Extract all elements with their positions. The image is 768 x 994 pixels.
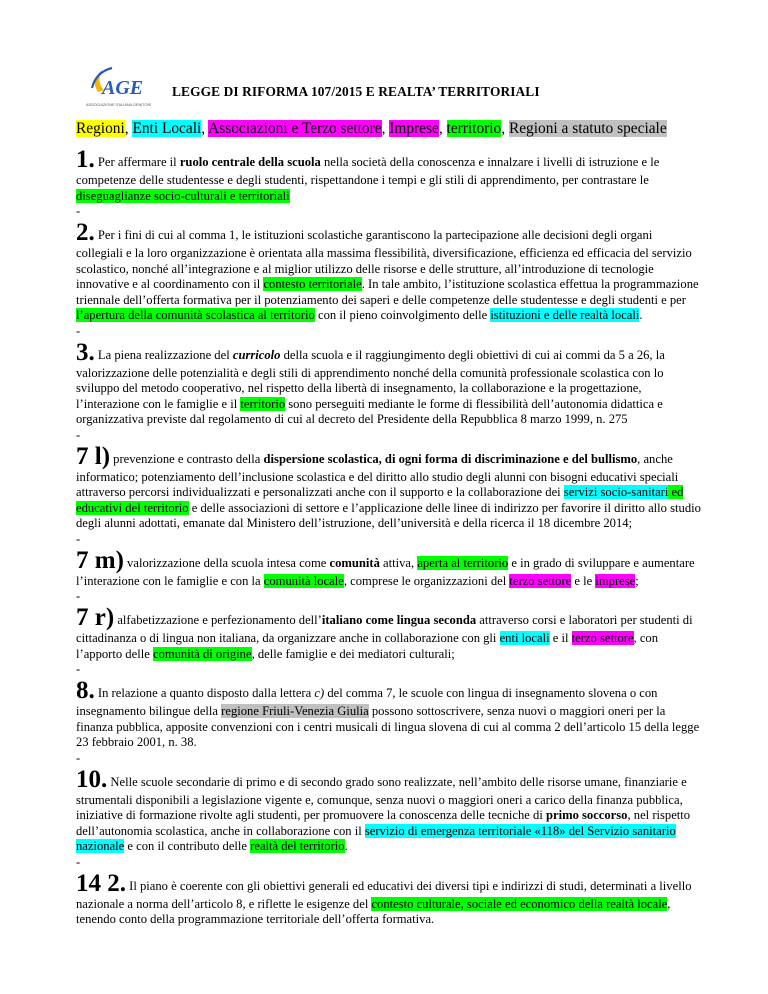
section-number: 2. — [76, 219, 95, 246]
highlight-territorio: realtà del territorio — [250, 839, 345, 853]
separator-dash: - — [76, 589, 81, 603]
separator-dash: - — [76, 427, 81, 442]
highlight-territorio: contesto culturale, sociale ed economico della realtà locale — [371, 896, 668, 911]
separator-dash: - — [76, 854, 81, 869]
section-10: 10. Nelle scuole secondarie di primo e di secondo grado sono realizzate, nell’ambito delle risorse umane, finanziarie e strumentali disponibili a legislazione vigente e, comunque, senza nuovi o maggiori oneri a carico della finanza pubblica, iniziative di formazione rivolte agli studenti, per promuovere la conoscenza delle tecniche di primo soccorso, nel rispetto dell’autonomia scolastica, anche in collaborazione con il servizio di emergenza territoriale «118» del Servizio sanitario nazionale e con il contributo delle realtà del territorio. — [76, 765, 691, 853]
highlight-territorio: l’apertura della comunità scolastica al territorio — [76, 308, 315, 322]
logo-caption: ASSOCIAZIONE ITALIANA GENITORI — [86, 103, 152, 107]
page-title: LEGGE DI RIFORMA 107/2015 E REALTA’ TERRITORIALI — [172, 84, 540, 99]
separator-dash: - — [76, 204, 81, 218]
highlight-terzo-settore: terzo settore — [571, 631, 634, 645]
legend-item-territorio: territorio — [446, 120, 502, 137]
section-2: 2. Per i fini di cui al comma 1, le istituzioni scolastiche garantiscono la partecipazione alle decisioni degli organi collegiali e la loro organizzazione è orientata alla massima flessibilità, diversificazione, efficienza ed efficacia del servizio scolastico, nonché all’integrazione e al miglior utilizzo delle risorse e delle strutture, all’introduzione di tecnologie innovative e al coordinamento con il contesto territoriale. In tale ambito, l’istituzione scolastica effettua la programmazione triennale dell’offerta formativa per il potenziamento dei saperi e delle competenze delle studentesse e degli studenti e per l’apertura della comunità scolastica al territorio con il pieno coinvolgimento delle istituzioni e delle realtà locali. — [76, 219, 699, 322]
separator-dash: - — [76, 323, 81, 338]
section-number: 7 l) — [76, 442, 111, 470]
highlight-terzo-settore: terzo settore — [509, 573, 572, 588]
section-1: 1. Per affermare il ruolo centrale della scuola nella società della conoscenza e innalzare i livelli di istruzione e le competenze delle studentesse e degli studenti, rispettandone i tempi e gli stili di apprendimento, per contrastare le diseguaglianze socio-culturali e territoriali — [76, 146, 660, 203]
highlight-territorio: comunità di origine — [152, 646, 252, 661]
section-7m: 7 m) valorizzazione della scuola intesa come comunità attiva, aperta al territorio e in grado di sviluppare e aumentare l’interazione con le famiglie e con la comunità locale, comprese le organizzazioni del terzo settore e le imprese; — [76, 546, 695, 588]
highlight-enti-locali: servizio di emergenza territoriale «118» del Servizio sanitario nazionale — [76, 823, 676, 853]
legend-item-regioni: Regioni — [76, 120, 125, 137]
legend-item-statuto-speciale: Regioni a statuto speciale — [508, 120, 667, 137]
highlight-territorio: contesto territoriale — [263, 277, 362, 291]
highlight-enti-locali: istituzioni e delle realtà locali — [490, 308, 640, 322]
highlight-statuto-speciale: regione Friuli-Venezia Giulia — [221, 704, 369, 718]
section-number: 3. — [76, 338, 95, 366]
highlight-territorio: aperta al territorio — [417, 555, 509, 570]
section-number: 14 2. — [76, 869, 126, 897]
highlight-territorio: diseguaglianze socio-culturali e territoriali — [76, 188, 290, 203]
document-body — [76, 146, 701, 928]
section-7l: 7 l) prevenzione e contrasto della dispersione scolastica, di ogni forma di discriminazione e del bullismo, anche informatico; potenziamento dell’inclusione scolastica e del diritto allo studio degli alunni con bisogni educativi speciali attraverso percorsi individualizzati e personalizzati anche con il supporto e la collaborazione dei servizi socio-sanitari ed educativi del territorio e delle associazioni di settore e l’applicazione delle linee di indirizzo per favorire il diritto allo studio degli alunni adottati, emanate dal Ministero dell’istruzione, dell’università e della ricerca il 18 dicembre 2014; — [76, 442, 701, 530]
section-number: 8. — [76, 677, 95, 704]
section-number: 1. — [76, 146, 95, 173]
highlight-imprese: imprese — [595, 573, 636, 588]
logo-text: AGE — [102, 77, 144, 99]
section-number: 10. — [76, 765, 108, 793]
color-legend: Regioni, Enti Locali, Associazioni e Terzo settore, Imprese, territorio, Regioni a statuto speciale — [76, 120, 667, 137]
separator-dash: - — [76, 662, 81, 676]
section-14: 14 2. Il piano è coerente con gli obiettivi generali ed educativi dei diversi tipi e indirizzi di studi, determinati a livello nazionale a norma dell’articolo 8, e riflette le esigenze del contesto culturale, sociale ed economico della realtà locale, tenendo conto della programmazione territoriale dell’offerta formativa. — [76, 869, 692, 926]
separator-dash: - — [76, 750, 81, 765]
highlight-territorio: ed educativi del territorio — [76, 485, 684, 515]
legend-item-associazioni: Associazioni e Terzo settore — [208, 120, 382, 137]
highlight-enti-locali: enti locali — [499, 631, 550, 645]
highlight-territorio: territorio — [240, 396, 286, 411]
highlight-territorio: comunità locale — [263, 573, 344, 588]
section-3: 3. La piena realizzazione del curricolo della scuola e il raggiungimento degli obiettivi di cui ai commi da 5 a 26, la valorizzazione delle potenzialità e degli stili di apprendimento nonché della comunità professionale scolastica con lo sviluppo del metodo cooperativo, nel rispetto della libertà di insegnamento, la collaborazione e la progettazione, l’interazione con le famiglie e il territorio sono perseguiti mediante le forme di flessibilità dell’autonomia didattica e organizzativa previste dal regolamento di cui al decreto del Presidente della Repubblica 8 marzo 1999, n. 275 — [76, 338, 665, 426]
section-number: 7 r) — [76, 604, 115, 631]
age-logo — [82, 62, 152, 114]
section-7r: 7 r) alfabetizzazione e perfezionamento dell’italiano come lingua seconda attraverso corsi e laboratori per studenti di cittadinanza o di lingua non italiana, da organizzare anche in collaborazione con gli enti locali e il terzo settore, con l’apporto delle comunità di origine, delle famiglie e dei mediatori culturali; — [76, 604, 693, 661]
section-8: 8. In relazione a quanto disposto dalla lettera c) del comma 7, le scuole con lingua di insegnamento slovena o con insegnamento bilingue della regione Friuli-Venezia Giulia possono sottoscrivere, senza nuovi o maggiori oneri per la finanza pubblica, apposite convenzioni con i centri musicali di lingua slovena di cui al comma 2 dell’articolo 15 della legge 23 febbraio 2001, n. 38. — [76, 677, 700, 749]
highlight-enti-locali: servizi socio-sanitari — [563, 485, 669, 499]
separator-dash: - — [76, 531, 81, 546]
section-number: 7 m) — [76, 546, 124, 574]
legend-item-enti-locali: Enti Locali — [132, 120, 202, 137]
legend-item-imprese: Imprese — [389, 120, 439, 137]
